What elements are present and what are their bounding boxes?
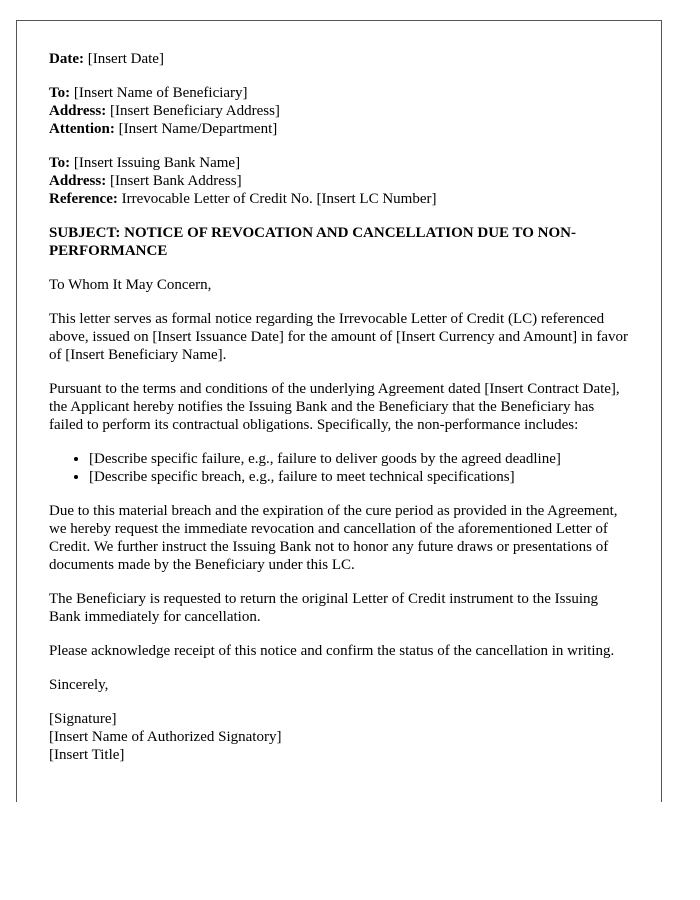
attention-label: Attention:: [49, 121, 115, 137]
list-item: • [Describe specific breach, e.g., failure to meet technical specifications]: [89, 468, 629, 486]
to-label: To:: [49, 155, 71, 171]
list-item: • [Describe specific failure, e.g., failure to deliver goods by the agreed deadline]: [89, 450, 629, 468]
signature-block: [49, 710, 629, 764]
salutation: To Whom It May Concern,: [49, 277, 212, 293]
beneficiary-name: [Insert Name of Beneficiary]: [73, 85, 248, 101]
letter-page: [16, 20, 662, 802]
date-value: [Insert Date]: [87, 51, 164, 67]
bank-name: [Insert Issuing Bank Name]: [73, 155, 241, 171]
beneficiary-block: [49, 84, 629, 138]
reference-label: Reference:: [49, 191, 118, 207]
signatory-title: [Insert Title]: [49, 747, 125, 763]
address-label: Address:: [49, 103, 107, 119]
closing: Sincerely,: [49, 677, 109, 693]
beneficiary-address: [Insert Beneficiary Address]: [109, 103, 280, 119]
non-performance-list: [49, 450, 629, 486]
bank-block: [49, 154, 629, 208]
paragraph: The Beneficiary is requested to return the original Letter of Credit instrument to the Issuing Bank immediately for cancellation.: [49, 591, 599, 625]
attention-value: [Insert Name/Department]: [118, 121, 278, 137]
paragraph: Due to this material breach and the expiration of the cure period as provided in the Agreement, we hereby request the immediate revocation and cancellation of the aforementioned Letter of Credit. We further instruct the Issuing Bank not to honor any future draws or presentations of documents made by the Beneficiary under this LC.: [49, 503, 618, 573]
to-label: To:: [49, 85, 71, 101]
subject-line: SUBJECT: NOTICE OF REVOCATION AND CANCELLATION DUE TO NON-PERFORMANCE: [49, 225, 576, 259]
address-label: Address:: [49, 173, 107, 189]
signatory-name: [Insert Name of Authorized Signatory]: [49, 729, 282, 745]
letter-body: [49, 50, 629, 780]
paragraph: This letter serves as formal notice regarding the Irrevocable Letter of Credit (LC) referenced above, issued on [Insert Issuance Date] for the amount of [Insert Currency and Amount] in favor of [Insert Beneficiary Name].: [49, 311, 628, 363]
date-label: Date:: [49, 51, 84, 67]
bank-address: [Insert Bank Address]: [109, 173, 242, 189]
reference-value: Irrevocable Letter of Credit No. [Insert LC Number]: [121, 191, 437, 207]
paragraph: Pursuant to the terms and conditions of the underlying Agreement dated [Insert Contract Date], the Applicant hereby notifies the Issuing Bank and the Beneficiary that the Beneficiary has failed to perform its contractual obligations. Specifically, the non-performance includes:: [49, 381, 620, 433]
paragraph: Please acknowledge receipt of this notice and confirm the status of the cancellation in writing.: [49, 643, 615, 659]
date-line: [49, 50, 629, 68]
signature: [Signature]: [49, 711, 117, 727]
